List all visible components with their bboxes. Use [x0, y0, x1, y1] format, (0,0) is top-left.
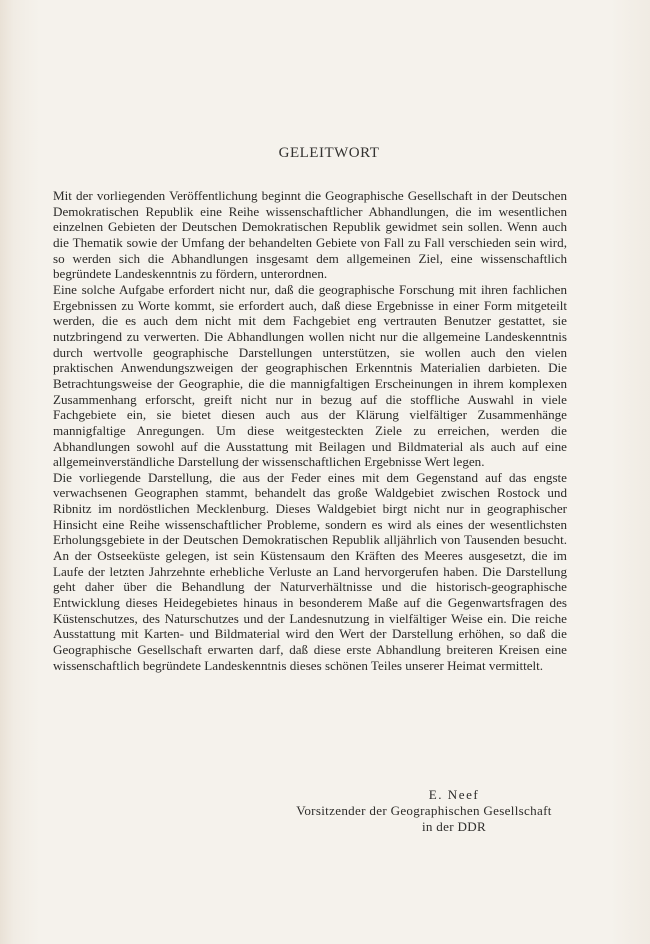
- foreword-text: [53, 188, 567, 673]
- signature-name: E. Neef: [428, 787, 480, 802]
- signature-role: Vorsitzender der Geographischen Gesellschaft: [296, 803, 552, 818]
- paragraph: Eine solche Aufgabe erfordert nicht nur, daß die geographische Forschung mit ihren fachlichen Ergebnissen zu Worte kommt, sie erfordert auch, daß diese Ergebnisse in einer Form mitgeteilt werden, die es auch dem nicht mit dem Fachgebiet eng vertrauten Benutzer gestattet, sie nutzbringend zu verwerten. Die Abhandlungen wollen nicht nur die allgemeine Landeskenntnis durch wertvolle geographische Darstellungen unterstützen, sie wollen auch den vielen praktischen Anwendungszweigen der geographischen Erkenntnis Materialien darbieten. Die Betrachtungsweise der Geographie, die die mannigfaltigen Erscheinungen in ihrem komplexen Zusammenhang erforscht, greift nicht nur in bezug auf die stoffliche Auswahl in viele Fachgebiete ein, sie bietet diesen auch aus der Klärung vielfältiger Zusammenhänge mannigfaltige Anregungen. Um diese weitgesteckten Ziele zu erreichen, werden die Abhandlungen sowohl auf die Ausstattung mit Beilagen und Bildmaterial als auch auf eine allgemeinverständliche Darstellung der wissenschaftlichen Ergebnisse Wert legen.: [53, 281, 567, 470]
- page-title: GELEITWORT: [278, 145, 380, 161]
- signature-org: in der DDR: [421, 819, 487, 834]
- signature-block: [200, 787, 568, 835]
- paragraph: Die vorliegende Darstellung, die aus der Feder eines mit dem Gegenstand auf das engste verwachsenen Geographen stammt, behandelt das große Waldgebiet zwischen Rostock und Ribnitz im nordöstlichen Mecklenburg. Dieses Waldgebiet birgt nicht nur in geographischer Hinsicht eine Reihe wissenschaftlicher Probleme, sondern es wird als eines der wesentlichsten Erholungsgebiete in der Deutschen Demokratischen Republik alljährlich von Tausenden besucht. An der Ostseeküste gelegen, ist sein Küstensaum den Kräften des Meeres ausgesetzt, die im Laufe der letzten Jahrzehnte erhebliche Verluste an Land hervorgerufen haben. Die Darstellung geht daher über die Behandlung der Naturverhältnisse und die historisch-geographische Entwicklung dieses Heidegebietes hinaus in besonderem Maße auf die Gegenwartsfragen des Küstenschutzes, des Naturschutzes und der Landesnutzung in vielfältiger Weise ein. Die reiche Ausstattung mit Karten- und Bildmaterial wird den Wert der Darstellung erhöhen, so daß die Geographische Gesellschaft erwarten darf, daß diese erste Abhandlung breiteren Kreisen eine wissenschaftlich begründete Landeskenntnis dieses schönen Teiles unserer Heimat vermittelt.: [53, 469, 567, 673]
- paragraph: Mit der vorliegenden Veröffentlichung beginnt die Geographische Gesellschaft in der Deutschen Demokratischen Republik eine Reihe wissenschaftlicher Abhandlungen, die im wesentlichen einzelnen Gebieten der Deutschen Demokratischen Republik gewidmet sein sollen. Wenn auch die Thematik sowie der Umfang der behandelten Gebiete von Fall zu Fall verschieden sein wird, so werden sich die Abhandlungen insgesamt dem allgemeinen Ziel, eine wissenschaftlich begründete Landeskenntnis zu fördern, unterordnen.: [53, 188, 567, 282]
